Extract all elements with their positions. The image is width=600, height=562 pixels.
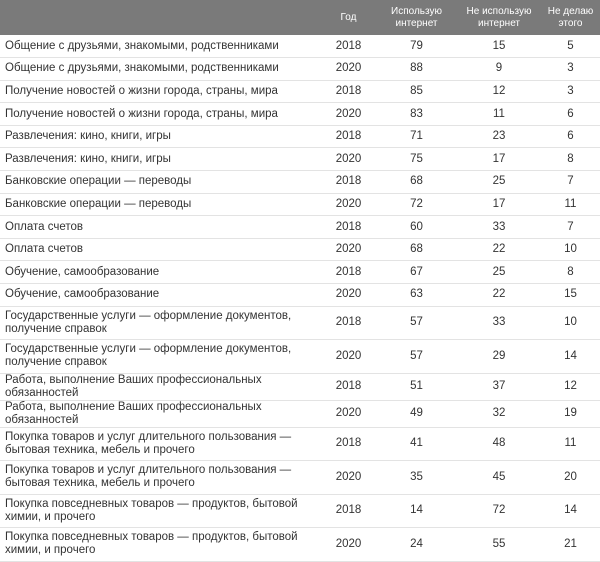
row-year: 2018 [321,373,376,400]
row-use-internet-value: 67 [376,261,457,284]
row-not-use-internet-value: 25 [457,261,541,284]
row-use-internet-value: 35 [376,461,457,495]
row-activity-label: Покупка повседневных товаров — продуктов, бытовой химии, и прочего [0,528,321,562]
row-not-use-internet-value: 17 [457,193,541,216]
table-row [0,171,600,194]
row-year: 2018 [321,261,376,284]
row-use-internet-value: 79 [376,35,457,58]
row-dont-do-value: 3 [541,58,600,81]
row-use-internet-value: 51 [376,373,457,400]
row-dont-do-value: 20 [541,461,600,495]
row-dont-do-value: 14 [541,340,600,374]
table-row [0,461,600,495]
row-not-use-internet-value: 25 [457,171,541,194]
row-activity-label: Банковские операции — переводы [0,171,321,194]
row-activity-label: Банковские операции — переводы [0,193,321,216]
table-row [0,528,600,562]
table-row [0,494,600,528]
row-not-use-internet-value: 48 [457,427,541,461]
row-year: 2020 [321,58,376,81]
row-not-use-internet-value: 37 [457,373,541,400]
row-not-use-internet-value: 11 [457,103,541,126]
row-activity-label: Получение новостей о жизни города, страны, мира [0,103,321,126]
row-use-internet-value: 14 [376,494,457,528]
row-use-internet-value: 68 [376,238,457,261]
row-not-use-internet-value: 33 [457,306,541,340]
row-activity-label: Общение с друзьями, знакомыми, родственниками [0,35,321,58]
table-row [0,80,600,103]
row-year: 2018 [321,216,376,239]
row-activity-label: Общение с друзьями, знакомыми, родственниками [0,58,321,81]
row-not-use-internet-value: 72 [457,494,541,528]
row-dont-do-value: 7 [541,171,600,194]
row-year: 2018 [321,427,376,461]
row-activity-label: Государственные услуги — оформление документов, получение справок [0,340,321,374]
header-activity [0,0,321,35]
row-use-internet-value: 71 [376,125,457,148]
row-use-internet-value: 41 [376,427,457,461]
row-activity-label: Покупка товаров и услуг длительного пользования — бытовая техника, мебель и прочего [0,427,321,461]
row-dont-do-value: 11 [541,427,600,461]
row-activity-label: Обучение, самообразование [0,261,321,284]
row-not-use-internet-value: 33 [457,216,541,239]
header-not-use-internet: Не использую интернет [457,0,541,35]
row-activity-label: Покупка товаров и услуг длительного пользования — бытовая техника, мебель и прочего [0,461,321,495]
row-not-use-internet-value: 23 [457,125,541,148]
row-dont-do-value: 3 [541,80,600,103]
table-row [0,373,600,400]
row-year: 2020 [321,461,376,495]
table-row [0,306,600,340]
row-activity-label: Покупка повседневных товаров — продуктов, бытовой химии, и прочего [0,494,321,528]
table-row [0,125,600,148]
row-year: 2018 [321,80,376,103]
table-row [0,148,600,171]
row-year: 2020 [321,193,376,216]
row-dont-do-value: 21 [541,528,600,562]
row-not-use-internet-value: 55 [457,528,541,562]
row-use-internet-value: 72 [376,193,457,216]
row-activity-label: Оплата счетов [0,216,321,239]
row-dont-do-value: 8 [541,261,600,284]
row-not-use-internet-value: 32 [457,400,541,427]
row-dont-do-value: 6 [541,103,600,126]
row-use-internet-value: 60 [376,216,457,239]
table-row [0,58,600,81]
row-year: 2020 [321,148,376,171]
row-not-use-internet-value: 22 [457,238,541,261]
row-use-internet-value: 49 [376,400,457,427]
table-row [0,284,600,307]
row-activity-label: Развлечения: кино, книги, игры [0,148,321,171]
row-dont-do-value: 10 [541,306,600,340]
row-use-internet-value: 83 [376,103,457,126]
row-year: 2020 [321,103,376,126]
table-row [0,216,600,239]
row-dont-do-value: 7 [541,216,600,239]
row-dont-do-value: 19 [541,400,600,427]
row-year: 2018 [321,171,376,194]
row-dont-do-value: 15 [541,284,600,307]
row-use-internet-value: 63 [376,284,457,307]
row-year: 2020 [321,238,376,261]
row-not-use-internet-value: 9 [457,58,541,81]
row-use-internet-value: 24 [376,528,457,562]
header-year: Год [321,0,376,35]
row-dont-do-value: 5 [541,35,600,58]
row-activity-label: Оплата счетов [0,238,321,261]
table-row [0,400,600,427]
row-year: 2018 [321,125,376,148]
table-header [0,0,600,35]
row-year: 2018 [321,494,376,528]
row-activity-label: Работа, выполнение Ваших профессиональных обязанностей [0,373,321,400]
row-year: 2018 [321,306,376,340]
row-not-use-internet-value: 17 [457,148,541,171]
table-row [0,340,600,374]
row-not-use-internet-value: 12 [457,80,541,103]
row-use-internet-value: 57 [376,306,457,340]
row-dont-do-value: 12 [541,373,600,400]
row-activity-label: Получение новостей о жизни города, страны, мира [0,80,321,103]
row-use-internet-value: 88 [376,58,457,81]
table-body [0,35,600,561]
header-dont-do: Не делаю этого [541,0,600,35]
row-activity-label: Развлечения: кино, книги, игры [0,125,321,148]
row-activity-label: Работа, выполнение Ваших профессиональных обязанностей [0,400,321,427]
row-use-internet-value: 68 [376,171,457,194]
table-row [0,35,600,58]
row-activity-label: Государственные услуги — оформление документов, получение справок [0,306,321,340]
table-row [0,261,600,284]
row-dont-do-value: 10 [541,238,600,261]
row-not-use-internet-value: 29 [457,340,541,374]
row-year: 2018 [321,35,376,58]
table-row [0,427,600,461]
row-dont-do-value: 8 [541,148,600,171]
row-year: 2020 [321,400,376,427]
row-dont-do-value: 6 [541,125,600,148]
header-row [0,0,600,35]
row-use-internet-value: 75 [376,148,457,171]
row-use-internet-value: 57 [376,340,457,374]
row-year: 2020 [321,340,376,374]
row-not-use-internet-value: 45 [457,461,541,495]
table-row [0,103,600,126]
row-not-use-internet-value: 15 [457,35,541,58]
header-use-internet: Использую интернет [376,0,457,35]
row-use-internet-value: 85 [376,80,457,103]
table-row [0,193,600,216]
row-not-use-internet-value: 22 [457,284,541,307]
table-row [0,238,600,261]
row-activity-label: Обучение, самообразование [0,284,321,307]
row-year: 2020 [321,528,376,562]
row-dont-do-value: 14 [541,494,600,528]
row-year: 2020 [321,284,376,307]
row-dont-do-value: 11 [541,193,600,216]
